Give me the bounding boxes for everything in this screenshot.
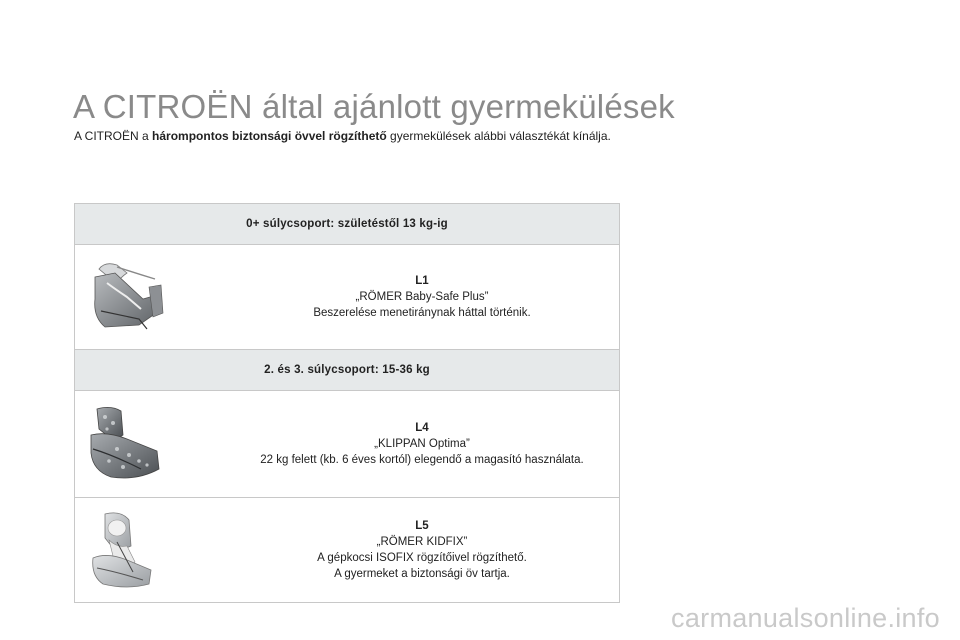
infant-carrier-image [87, 259, 167, 335]
booster-seat-image [87, 405, 167, 481]
intro-bold: hárompontos biztonsági övvel rögzíthető [152, 129, 387, 143]
group-header-2-3: 2. és 3. súlycsoport: 15-36 kg [75, 350, 619, 391]
seat-code: L5 [415, 520, 429, 532]
seat-row-l5 [75, 498, 619, 602]
group-header-0plus: 0+ súlycsoport: születéstől 13 kg-ig [75, 204, 619, 245]
seat-row-l1 [75, 245, 619, 350]
seat-info-l1 [225, 245, 619, 349]
seat-code: L1 [415, 275, 429, 287]
intro-prefix: A CITROËN a [74, 129, 153, 143]
seat-info-l5 [225, 498, 619, 602]
seat-name: „KLIPPAN Optima” [374, 438, 470, 450]
seat-note: Beszerelése menetiránynak háttal történik. [313, 307, 531, 319]
watermark: carmanualsonline.info [671, 603, 940, 633]
seat-code: L4 [415, 422, 429, 434]
seat-note: 22 kg felett (kb. 6 éves kortól) elegendő a magasító használata. [260, 454, 584, 466]
page-title: A CITROËN által ajánlott gyermekülések [73, 88, 675, 125]
seat-row-l4 [75, 391, 619, 498]
seat-name: „RÖMER Baby-Safe Plus” [355, 291, 489, 303]
seat-note-2: A gyermeket a biztonsági öv tartja. [334, 568, 510, 580]
isofix-seat-image [87, 512, 167, 588]
intro-text [74, 128, 614, 145]
seat-name: „RÖMER KIDFIX” [376, 536, 468, 548]
child-seat-table [74, 203, 620, 603]
intro-suffix: gyermekülések alábbi választékát kínálja. [386, 129, 611, 143]
seat-note-1: A gépkocsi ISOFIX rögzítőivel rögzíthető. [317, 552, 527, 564]
seat-info-l4 [225, 391, 619, 497]
